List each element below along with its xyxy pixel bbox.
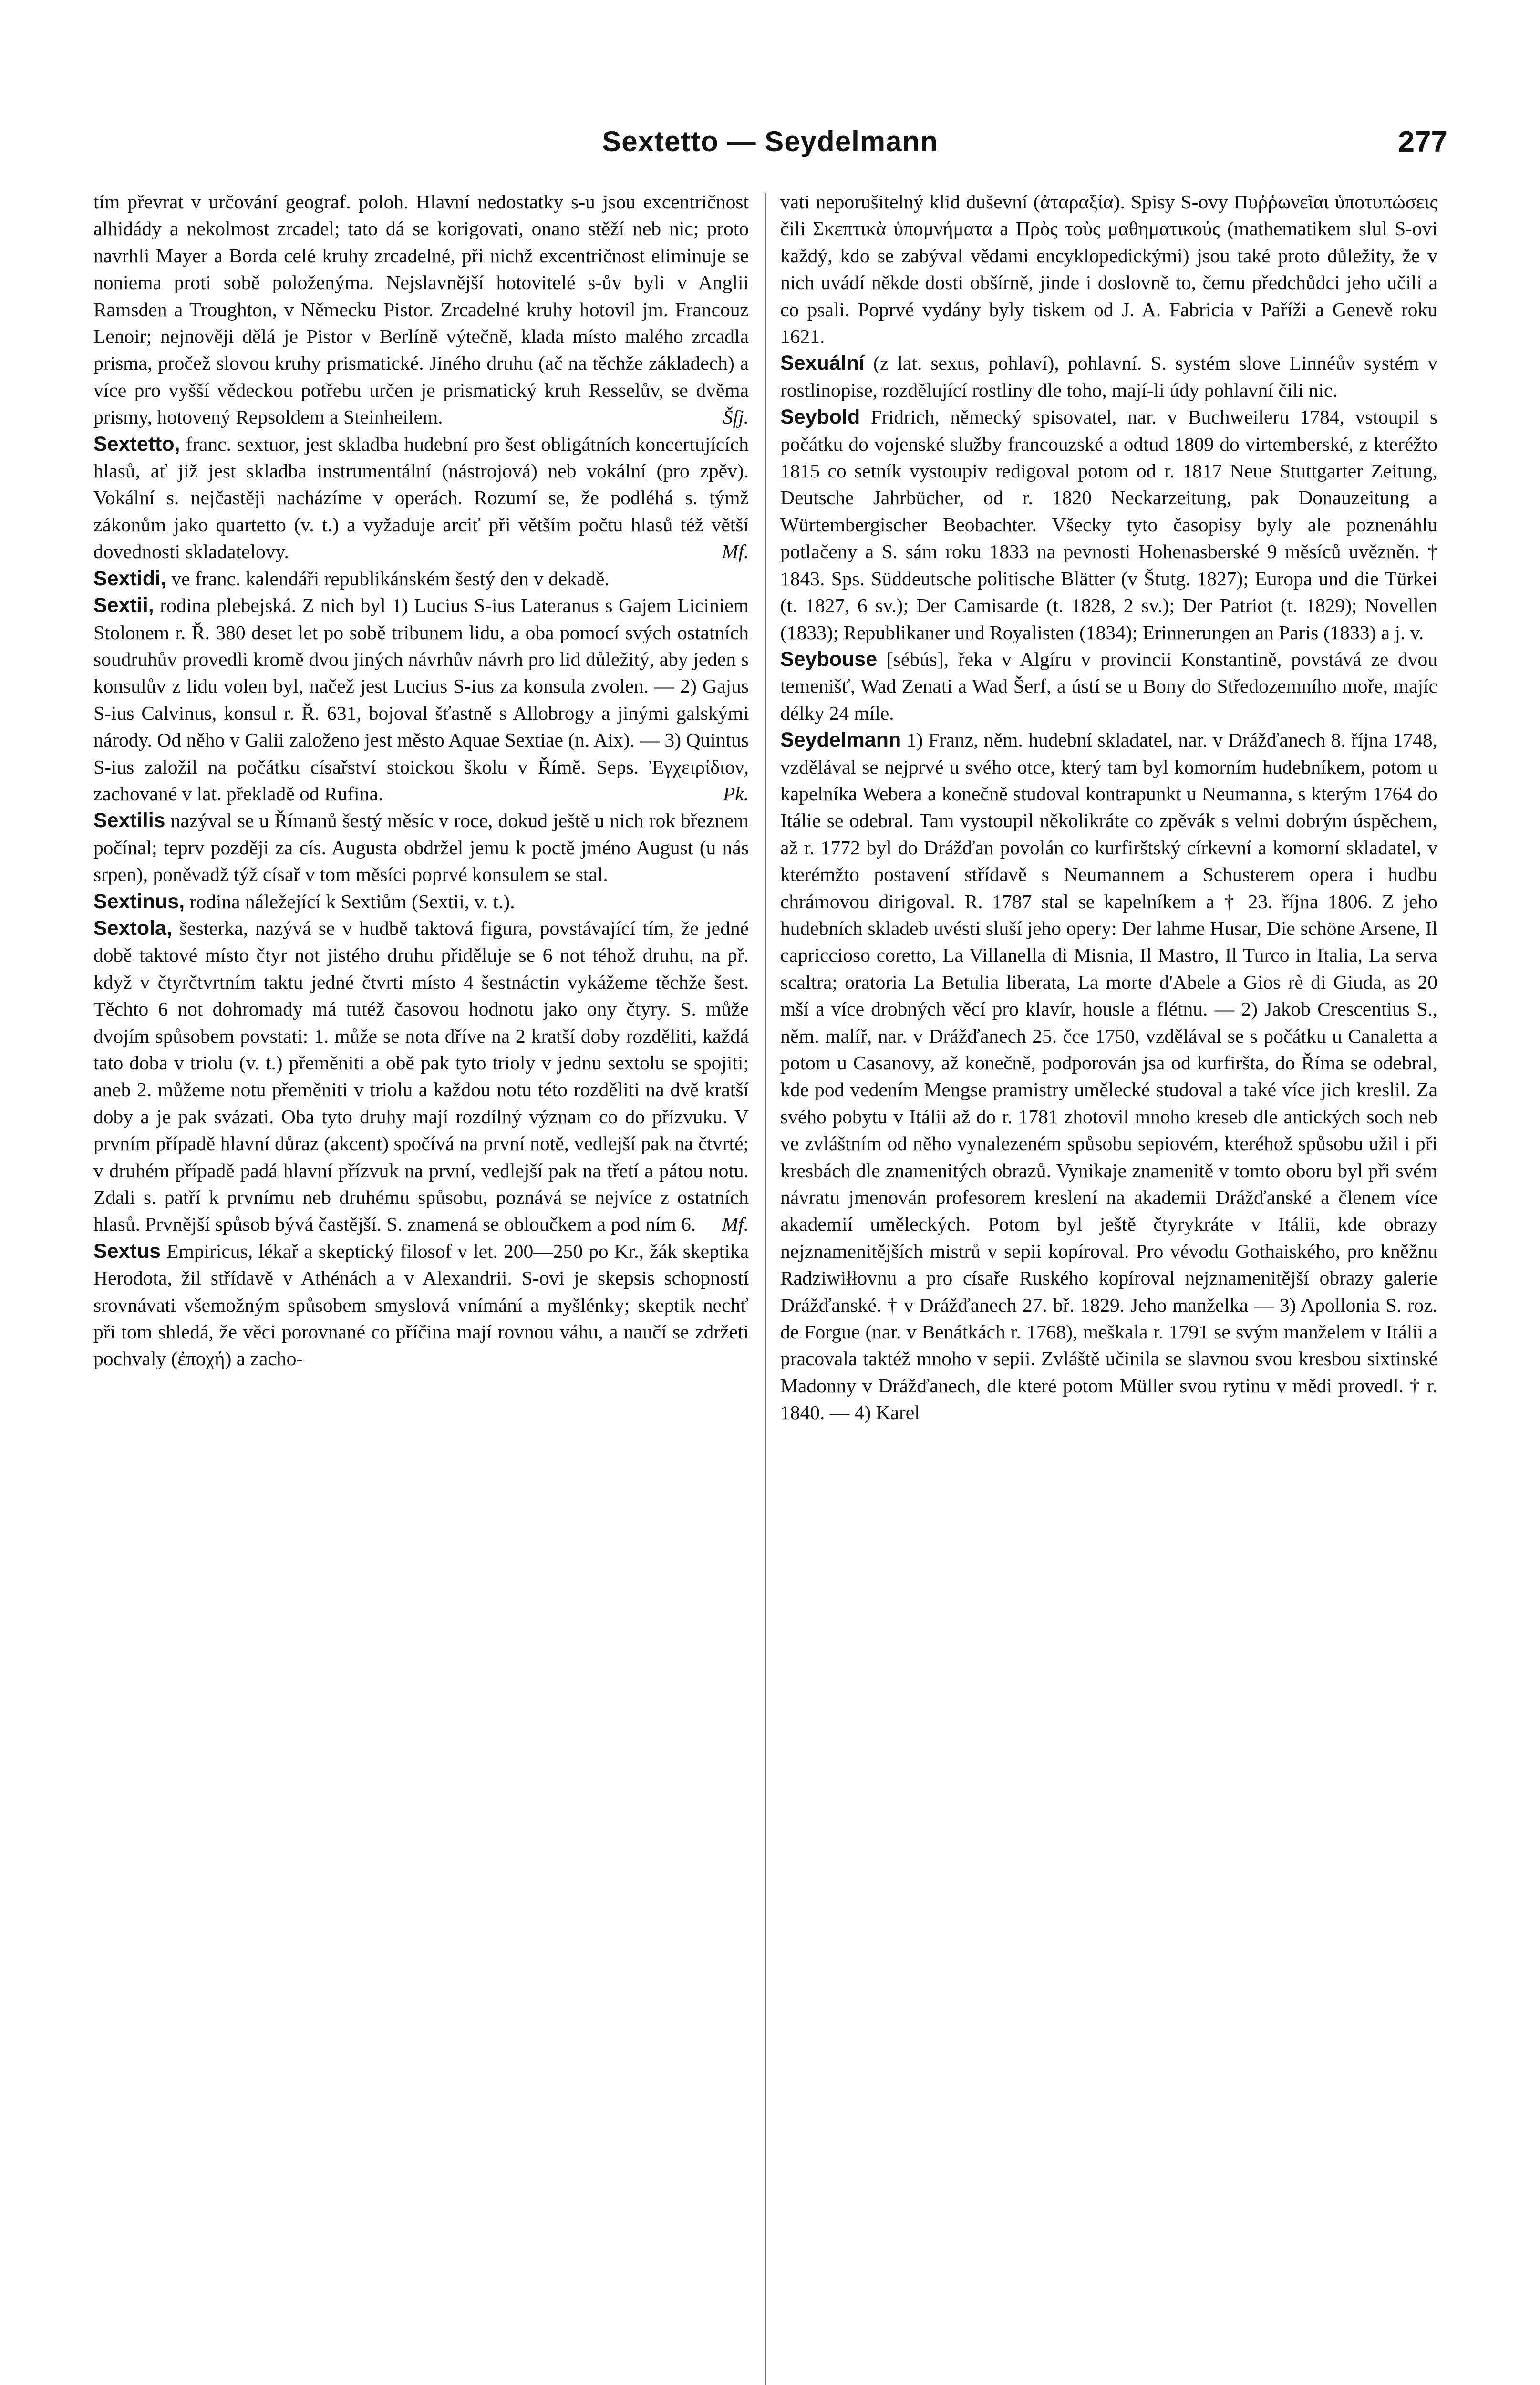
headword: Sextii, [93,594,154,617]
entry-text: rodina plebejská. Z nich byl 1) Lucius S-ius Lateranus s Gajem Liciniem Stolonem r. Ř. 380 deset let po sobě tribunem lidu, a oba pomocí svých ostatních soudruhův provedli kromě dvou jiných návrhův návrh pro lid důležitý, aby jeden s konsulův z lidu volen byl, načež jest Lucius S-ius za konsula zvolen. — 2) Gajus S-ius Calvinus, konsul r. Ř. 631, bojoval šťastně s Allobrogy a jinými galskými národy. Od něho v Galii založeno jest město Aquae Sextiae (n. Aix). — 3) Quintus S-ius založil na počátku císařství stoickou školu v Římě. Seps. Ἐγχειρίδιον, zachované v lat. překladě od Rufina. [93,594,749,805]
entry-text: 1) Franz, něm. hudební skladatel, nar. v Drážďanech 8. října 1748, vzdělával se nejprvé u svého otce, který tam byl komorním hudebníkem, potom u kapelníka Webera a konečně studoval kontrapunkt u Neumanna, s kterým 1764 do Itálie se odebral. Tam vystoupil několikráte co zpěvák s velmi dobrým úspěchem, až r. 1772 byl do Drážďan povolán co kurfirštský církevní a komorní skladatel, v kterémžto postavení střídavě s Neumannem a Schusterem opera i hudbu chrámovou dirigoval. R. 1787 stal se kapelníkem a † 23. října 1806. Z jeho hudebních skladeb uvésti sluší jeho opery: Der lahme Husar, Die schöne Arsene, Il capriccioso coretto, La Villanella di Misnia, Il Mastro, Il Turco in Italia, La serva scaltra; oratoria La Betulia liberata, La morte d'Abele a Gios rè di Giuda, as 20 mší a více drobných věcí pro klavír, housle a flétnu. — 2) Jakob Crescentius S., něm. malíř, nar. v Drážďanech 25. čce 1750, vzdělával se s počátku u Canaletta a potom u Casanovy, až konečně, podporován jsa od kurfiršta, do Říma se odebral, kde pod vedením Mengse pramistry umělecké studoval a také více jich kreslil. Za svého pobytu v Itálii až do r. 1781 zhotovil mnoho kreseb dle antických soch neb ve zvláštním od něho vynalezeném spůsobu sepiovém, kteréhož spůsobu užil i při kresbách dle znamenitých obrazů. Vynikaje znamenitě v tomto oboru byl při svém návratu jmenován profesorem kreslení na akademii Drážďanské a členem více akademií uměleckých. Potom byl ještě čtyrykráte v Itálii, kde obrazy nejznamenitějších mistrů v sepii kopíroval. Pro vévodu Gothaiského, pro kněžnu Radziwiłłovnu a pro císaře Ruského kopíroval nejznamenitější obrazy galerie Drážďanské. † v Drážďanech 27. bř. 1829. Jeho manželka — 3) Apollonia S. roz. de Forgue (nar. v Benátkách r. 1768), meškala r. 1791 se svým manželem v Itálii a pracovala taktéž mnoho v sepii. Zvláště učinila se slavnou svou kresbou sixtinské Madonny v Drážďanech, dle které potom Müller svou rytinu v mědi provedl. † r. 1840. — 4) Karel [780,729,1437,1424]
entry-text: vati neporušitelný klid duševní (ἀταραξία). Spisy S-ovy Πυῤῥωνεῖαι ὑποτυπώσεις čili Σκεπτικὰ ὑπομνήματα a Πρὸς τοὺς μαθηματικούς (mathematikem slul S-ovi každý, kdo se zabýval vědami encyklopedickými) jsou také proto důležity, že v nich uvádí někde dosti obšírně, jinde i doslovně to, čemu předchůdci jeho učili a co psali. Poprvé vydány byly tiskem od J. A. Fabricia v Paříži a Genevě roku 1621. [780,191,1437,348]
entry-sextant-cont [93,188,749,431]
right-column [780,188,1437,2385]
author-signature: Šfj. [723,406,749,428]
entry-text: (z lat. sexus, pohlaví), pohlavní. S. systém slove Linnéův systém v rostlinopise, rozdělující rostliny dle toho, mají-li údy pohlavní čili nic. [780,352,1437,401]
left-column [93,188,749,2385]
page-number: 277 [1398,125,1447,158]
headword: Sexuální [780,352,865,375]
entry-sextetto [93,431,749,565]
headword: Sextidi, [93,567,166,590]
entry-sextii [93,592,749,807]
entry-text: Empiricus, lékař a skeptický filosof v let. 200—250 po Kr., žák skeptika Herodota, žil střídavě v Athénách a v Alexandrii. S-ovi je skepsis schopností srovnávati všemožným spůsobem smyslová vnímání a myšlénky; skeptik nechť při tom shledá, že věci porovnané co příčina mají rovnou váhu, a naučí se zdržeti pochvaly (ἐποχή) a zacho- [93,1240,749,1370]
entry-seydelmann [780,726,1437,1426]
page-header [86,125,1454,168]
entry-text: franc. sextuor, jest skladba hudební pro šest obligátních koncertujících hlasů, ať již jest skladba instrumentální (nástrojová) neb vokální (pro zpěv). Vokální s. nejčastěji nacházíme v operách. Rozumí se, že podléhá s. týmž zákonům jako quartetto (v. t.) a vyžaduje arciť při větším počtu hlasů též větší dovednosti skladatelovy. [93,433,749,563]
entry-sextinus [93,888,749,915]
headword: Seydelmann [780,728,901,752]
entry-text: [sébús], řeka v Algíru v provincii Konstantině, povstává ze dvou temenišť, Wad Zenati a Wad Šerf, a ústí se u Bony do Středozemního moře, majíc délky 24 míle. [780,648,1437,724]
entry-sextus-cont [780,188,1437,350]
headword: Sextilis [93,809,165,832]
entry-text: šesterka, nazývá se v hudbě taktová figura, povstávající tím, že jedné době taktové místo čtyr not jistého druhu přiděluje se 6 not téhož druhu, na př. když v čtyrčtvrtním taktu jedné čtvrti místo 4 šestnáctin vykážeme těchže šest. Těchto 6 not dohromady má tutéž časovou hodnotu jako ony čtyry. S. může dvojím spůsobem povstati: 1. může se nota dříve na 2 kratší doby rozděliti, každá tato doba v triolu (v. t.) přeměniti a obě pak tyto trioly v jednu sextolu se spojiti; aneb 2. můžeme notu přeměniti v triolu a každou notu této rozděliti na dvě kratší doby a je pak svázati. Oba tyto druhy mají rozdílný význam co do přízvuku. V prvním případě hlavní důraz (akcent) spočívá na první notě, vedlejší pak na čtvrté; v druhém případě padá hlavní přízvuk na první, vedlejší pak na třetí a pátou notu. Zdali s. patří k prvnímu neb druhému spůsobu, poznává se nejvíce z ostatních hlasů. Prvnější spůsob bývá častější. S. znamená se obloučkem a pod ním 6. [93,917,749,1235]
entry-text: Fridrich, německý spisovatel, nar. v Buchweileru 1784, vstoupil s počátku do vojenské služby francouzské a odtud 1809 do virtemberské, z kteréžto 1815 co setník vystoupiv redigoval potom od r. 1817 Neue Stuttgarter Zeitung, Deutsche Jahrbücher, od r. 1820 Neckarzeitung, pak Donauzeitung a Würtembergischer Beobachter. Všecky tyto časopisy byly ale poznenáhlu potlačeny a S. sám roku 1833 na pevnosti Hohenasberské 9 měsíců uvězněn. † 1843. Sps. Süddeutsche politische Blätter (v Štutg. 1827); Europa und die Türkei (t. 1827, 6 sv.); Der Camisarde (t. 1828, 2 sv.); Der Patriot (t. 1829); Novellen (1833); Republikaner und Royalisten (1834); Erinnerungen an Paris (1833) a j. v. [780,406,1437,643]
entry-sextilis [93,807,749,888]
headword: Sextinus, [93,890,185,913]
entry-sexualni [780,350,1437,404]
entry-text: nazýval se u Římanů šestý měsíc v roce, dokud ještě u nich rok březnem počínal; teprv později za cís. Augusta obdržel jemu k poctě jméno August (u nás srpen), poněvadž týž císař v tom měsíci poprvé konsulem se stal. [93,809,749,886]
entry-text: tím převrat v určování geograf. poloh. Hlavní nedostatky s-u jsou excentričnost alhidády a nekolmost zrcadel; tato dá se korigovati, onano stěží neb nic; proto navrhli Mayer a Borda celé kruhy zrcadelné, při nichž excentričnost eliminuje se noniema proti sobě položenýma. Nejslavnější hotovitelé s-ův byli v Anglii Ramsden a Troughton, v Německu Pistor. Zrcadelné kruhy hotovil jm. Francouz Lenoir; nejnověji dělá je Pistor v Berlíně výtečně, klada místo malého zrcadla prisma, pročež slovou kruhy prismatické. Jiného druhu (ač na těchže základech) a více pro vyšší vědeckou potřebu určen je prismatický kruh Resselův, se dvěma prismy, hotovený Repsoldem a Steinheilem. [93,191,749,428]
entry-sextus [93,1238,749,1372]
entry-seybouse [780,646,1437,726]
headword: Sextola, [93,916,172,940]
author-signature: Pk. [723,782,749,805]
running-title: Sextetto — Seydelmann [602,125,938,157]
headword: Seybold [780,405,860,429]
author-signature: Mf. [722,1213,749,1235]
headword: Sextetto, [93,432,180,456]
entry-text: ve franc. kalendáři republikánském šestý den v dekadě. [171,567,610,590]
entry-sextola [93,915,749,1238]
author-signature: Mf. [722,540,749,563]
headword: Seybouse [780,647,878,671]
entry-seybold [780,404,1437,646]
entry-text: rodina náležející k Sextiům (Sextii, v. t.). [189,890,515,913]
column-divider [765,193,766,2385]
headword: Sextus [93,1239,161,1263]
entry-sextidi [93,565,749,592]
